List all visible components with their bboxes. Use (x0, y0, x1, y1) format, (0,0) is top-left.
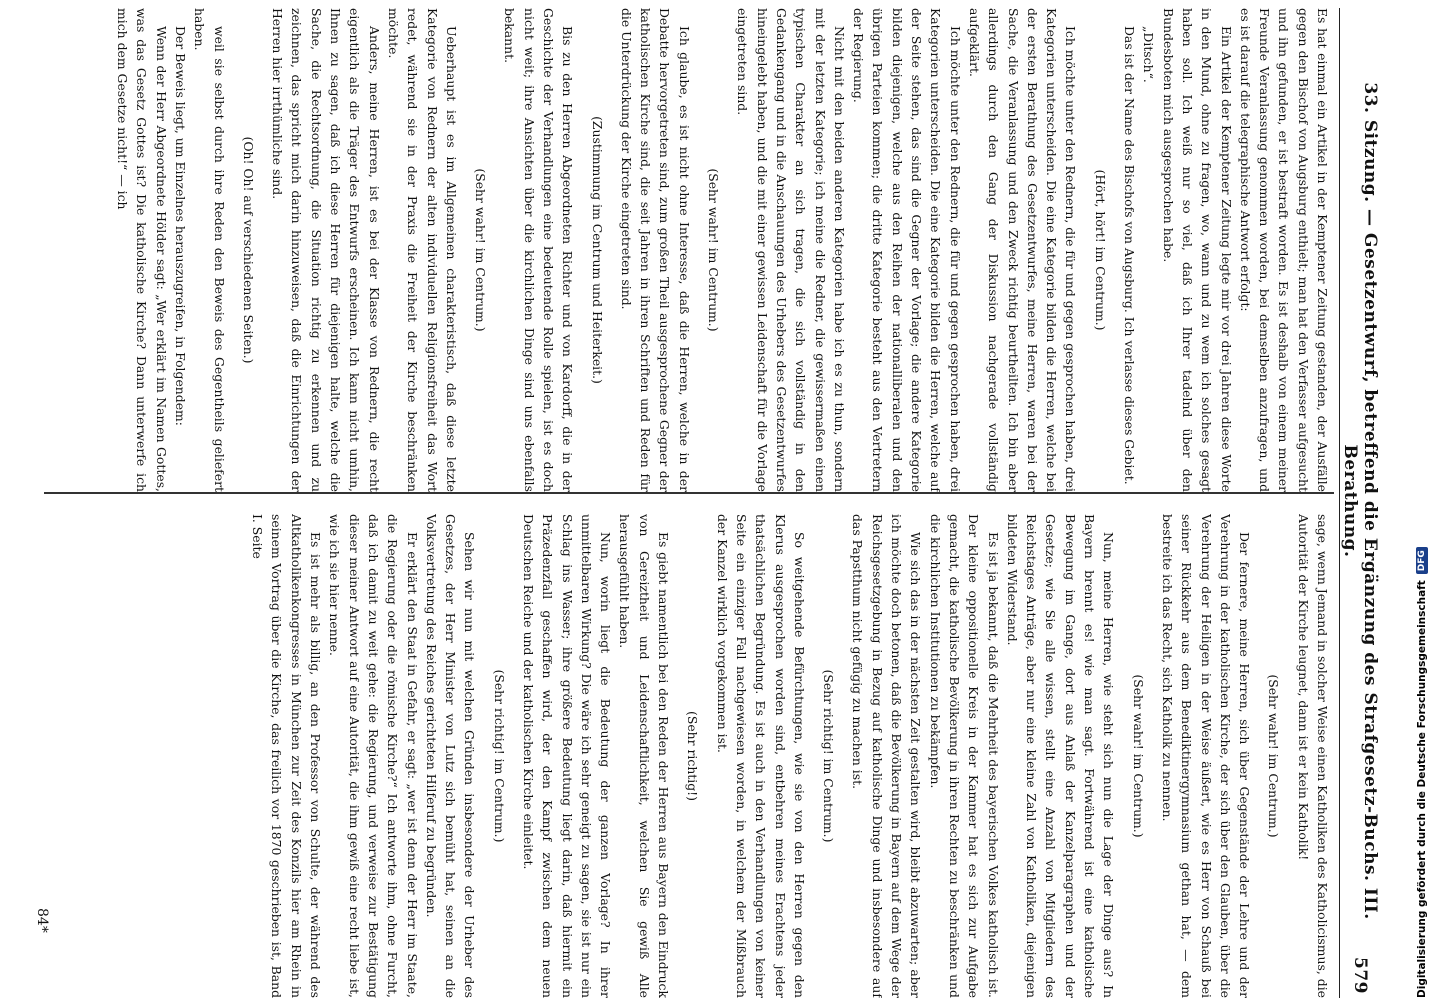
reaction-note: (Zustimmung im Centrum und Heiterkeit.) (589, 116, 605, 384)
reaction-note: (Sehr wahr! im Centrum.) (706, 168, 722, 332)
paragraph: Ueberhaupt ist es im Allgemeinen charakteristisch, daß diese letzte Kategorie von Rednern der alten individuellen Religionsfreiheit das Wort redet, während sie in der Praxis die Freiheit der Kirche beschränken möchte. (385, 8, 459, 492)
paragraph: Wenn der Herr Abgeordnete Hölder sagt: „Wer erklärt im Namen Gottes, was das Gesetz Gottes ist? Die katholische Kirche? Dann unterwerfe ich mich dem Gesetze nicht!“ — ich (115, 8, 169, 492)
text-columns (42, 8, 1332, 998)
paragraph: Es giebt namentlich bei den Reden der Herren aus Bayern den Eindruck von Gereiztheit und Leidenschaftlichkeit, welchen Sie gewiß Alle herausgefühlt haben. (617, 514, 672, 998)
paragraph: Nun, worin liegt die Bedeutung der ganzen Vorlage? In ihrer unmittelbaren Wirkung? Die wäre ich sehr geneigt zu sagen, sie ist nur ein Schlag ins Wasser; ihre größere Bedeutung liegt darin, daß hiermit ein Präzedenzfall geschaffen wird, der den Kampf zwischen dem neuen Deutschen Reiche und der katholischen Kirche einleitet. (521, 514, 614, 998)
page-title: 33. Sitzung. — Gesetzentwurf, betreffend die Ergänzung des Strafgesetz-Buchs. III. Berathung. (1340, 82, 1380, 920)
paragraph: Es hat einmal ein Artikel in der Kemptener Zeitung gestanden, der Ausfälle gegen den Bischof von Augsburg enthielt; man hat den Verfasser aufgesucht und ihn gefunden, er ist bestraft worden. Es ist deshalb von einem meiner Freunde Veranlassung genommen worden, bei demselben anzufragen, und es ist darauf die telegraphische Antwort erfolgt: (1237, 8, 1330, 492)
paragraph: Der fernere, meine Herren, sich über Gegenstände der Lehre und der Verehrung in der katholischen Kirche, der sich über den Glauben, über die Verehrung der Heiligen in der Weise äußert, wie es Herr von Schauß bei seiner Rückkehr aus dem Benediktinergymnasium gethan hat, — dem bestreite ich das Recht, sich Katholik zu nennen. (1159, 514, 1253, 998)
dfg-logo: DFG (1416, 547, 1428, 574)
paragraph: weil sie selbst durch ihre Reden den Beweis des Gegentheils geliefert haben. (192, 8, 227, 492)
paragraph: Der Beweis liegt, um Einzelnes herauszugreifen, in Folgendem: (172, 26, 188, 426)
digitization-note: Digitalisierung gefördert durch die Deutsche Forschungsgemeinschaft (1416, 580, 1428, 998)
paragraph: sage, wenn Jemand in solcher Weise einen Katholiken des Katholicismus, die Autorität der Kirche leugnet, dann ist er kein Katholik! (1295, 514, 1330, 998)
paragraph: Ich möchte unter den Rednern, die für und gegen gesprochen haben, drei Kategorien unterscheiden. Die eine Kategorie bilden die Herren, welche auf der Seite stehen, das sind die Gegner der Vorlage; die andere Kategorie bilden diejenigen, welche aus den Reihen der nationalliberalen und den übrigen Parteien kommen; die dritte Kategorie besteht aus den Vertretern der Regierung. (851, 8, 963, 492)
paragraph: So weitgehende Befürchtungen, wie sie von den Herren gegen den Klerus ausgesprochen worden sind, entbehren meines Erachtens jeder thatsächlichen Begründung. Es ist auch in den Verhandlungen von keiner Seite ein einziger Fall nachgewiesen worden, in welchem der Mißbrauch der Kanzel wirklich vorgekommen ist. (714, 514, 807, 998)
reaction-note: (Sehr wahr! im Centrum.) (473, 168, 489, 332)
page-number: 579 (1350, 957, 1370, 994)
reaction-note: (Sehr richtig!) (685, 711, 701, 801)
reaction-note: (Sehr wahr! im Centrum.) (1130, 674, 1146, 838)
paragraph: Ich möchte unter den Rednern, die für und gegen gesprochen haben, drei Kategorien unterscheiden. Die eine Kategorie bilden die Herren, welche bei der ersten Berathung des Gesetzentwurfes, meine Herren, waren bei der Sache, die Veranlassung und den Zweck richtig beurtheilten. Ich bin aber allerdings durch den Gang der Diskussion nachgerade vollständig aufgeklärt. (966, 8, 1079, 492)
paragraph: Das ist der Name des Bischofs von Augsburg. Ich verlasse dieses Gebiet. (1122, 26, 1138, 485)
reaction-note: (Sehr wahr! im Centrum.) (1266, 674, 1282, 838)
paragraph: Wie sich das in der nächsten Zeit gestalten wird, bleibt abzuwarten; aber ich möchte doch betonen, daß die Bevölkerung in Bayern auf dem Wege der Reichsgesetzgebung in Bezug auf katholische Dinge und insbesondere auf das Papstthum nicht gefügig zu machen ist. (850, 514, 924, 998)
digitization-credit (1416, 547, 1428, 998)
reaction-note: (Sehr richtig! im Centrum.) (491, 669, 507, 843)
paragraph: Bis zu den Herren Abgeordneten Richter und von Kardorff, die in der Geschichte der Verhandlungen eine bedeutende Rolle spielen, ist es doch nicht weit; ihre Ansichten über die kirchlichen Dinge sind uns ebenfalls bekannt. (502, 8, 576, 492)
paragraph: Es ist ja bekannt, daß die Mehrheit des bayerischen Volkes katholisch ist. Der kleine oppositionelle Kreis in der Kammer hat es sich zur Aufgabe gemacht, die katholische Bevölkerung in ihren Rechten zu beschränken und die kirchlichen Institutionen zu bekämpfen. (927, 514, 1001, 998)
rotated-document-page (20, 8, 1380, 998)
page-header (1339, 8, 1380, 998)
paragraph: Nun, meine Herren, wie steht sich nun die Lage der Dinge aus? In Bayern brennt es! wie man sagt. Fortwährend ist eine katholische Bewegung im Gange, dort aus Anlaß der Kanzelparagraphen und der Gesetze; wie Sie alle wissen, stellt eine Anzahl von Mitgliedern des Reichstages Anträge, aber nur eine kleine Zahl von Katholiken, diejenigen bildeten Widerstand. (1004, 514, 1117, 998)
paragraph: Er erklärt den Staat in Gefahr, er sagt: „wer ist denn der Herr im Staate, die Regierung oder die römische Kirche?“ Ich antworte ihm, ohne Furcht, daß ich damit zu weit gehe: die Regierung, und verweise zur Bestätigung dieser meiner Antwort auf eine Autorität, die ihm gewiß eine recht liebe ist, wie ich sie hier nenne. (327, 514, 420, 998)
left-column (42, 8, 1332, 492)
signature-mark: 84* (34, 908, 50, 933)
paragraph: Sehen wir nun mit welchen Gründen insbesondere der Urheber des Gesetzes, der Herr Minister von Lutz sich bemüht hat, seinen an die Volksvertretung des Reiches gerichteten Hilferuf zu begründen. (423, 514, 478, 998)
reaction-note: (Sehr richtig! im Centrum.) (821, 669, 837, 843)
paragraph: „Ditsch“. (1141, 26, 1157, 83)
paragraph: Ich glaube, es ist nicht ohne Interesse, daß die Herren, welche in der Debatte hervorgetreten sind, zum großen Theil ausgesprochene Gegner der katholischen Kirche sind, die seit Jahren in ihren Schriften und Reden für die Unterdrückung der Kirche eingetreten sind. (618, 8, 692, 492)
paragraph: Es ist mehr als billig, an den Professor von Schulte, der während des Altkatholikenkongresses in München zur Zeit des Konzils hier am Rhein in seinem Vortrag über die Kirche, das freilich vor 1870 geschrieben ist, Band I. Seite (250, 514, 324, 998)
reaction-note: (Hört, hört! im Centrum.) (1092, 169, 1108, 331)
right-column (42, 514, 1332, 998)
reaction-note: (Oh! Oh! auf verschiedenen Seiten.) (240, 136, 256, 364)
paragraph: Nicht mit den beiden anderen Kategorien habe ich es zu thun, sondern mit der letzten Kategorie; ich meine die Redner, die gewissermaßen einen typischen Charakter an sich tragen, die sich vollständig in den Gedankengang und in die Anschauungen des Urhebers des Gesetzentwurfes hineingelebt haben, und die mit einer gewissen Leidenschaft für die Vorlage eingetreten sind. (735, 8, 847, 492)
paragraph: Anders, meine Herren, ist es bei der Klasse von Rednern, die recht eigentlich als die Träger des Entwurfs erscheinen. Ich kann nicht umhin, Ihnen zu sagen, daß ich diese Herren für diejenigen halte, welche die Sache, die Rechtsordnung, die Situation richtig zu erkennen und zu zeichnen, das spricht mich darin hinzuweisen, daß die Einrichtungen der Herren hier irrthümliche sind. (270, 8, 382, 492)
paragraph: Ein Artikel der Kemptener Zeitung legte mir vor drei Jahren diese Worte in den Mund, ohne zu fragen, wo, wann und zu wem ich solches gesagt haben soll. Ich weiß nur so viel, daß ich Ihrer tadelnd über den Bundesboten mich ausgesprochen habe. (1160, 8, 1234, 492)
